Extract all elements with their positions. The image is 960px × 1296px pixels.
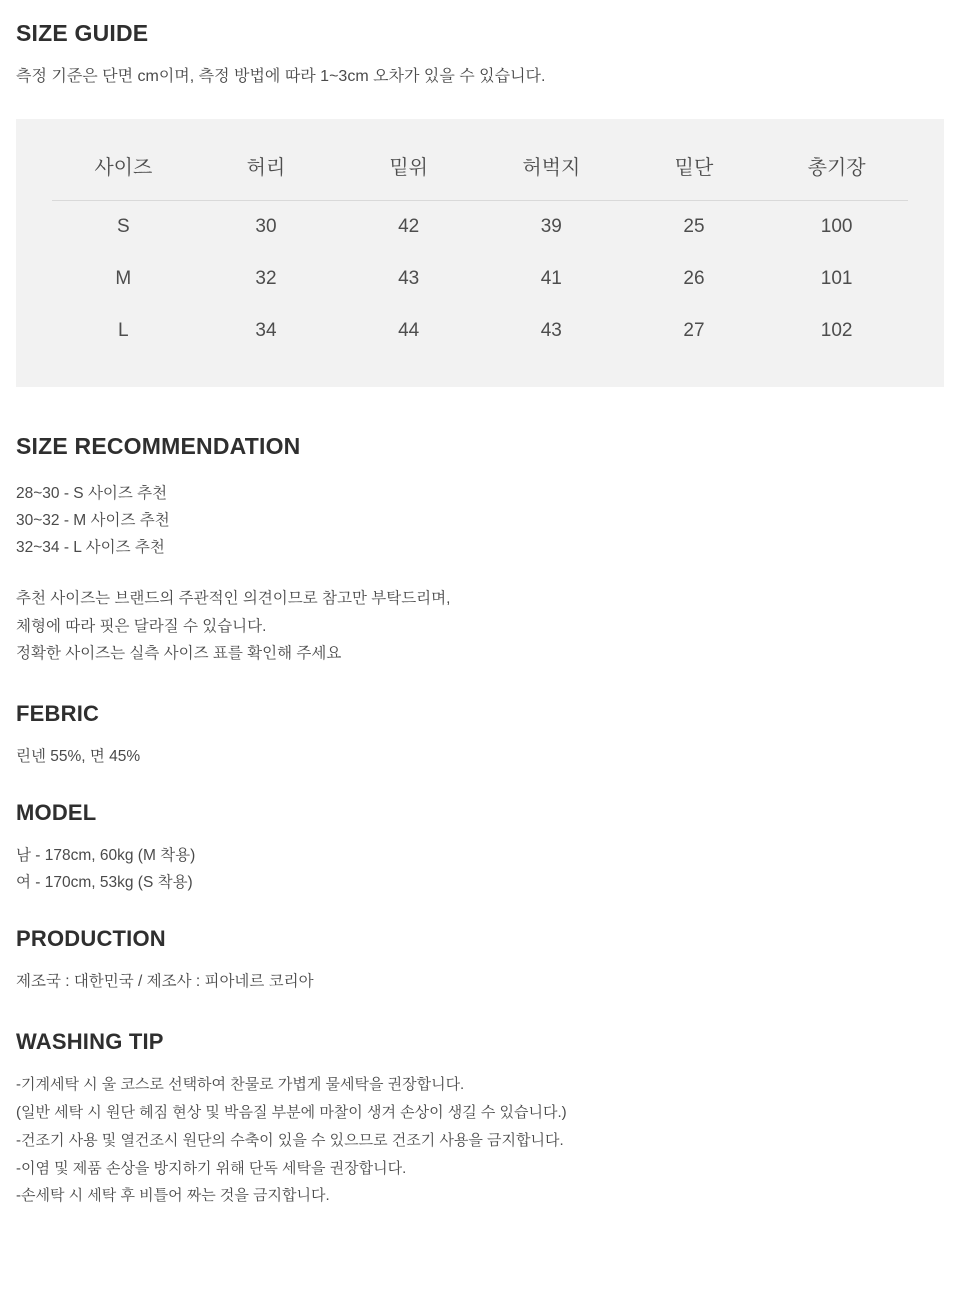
table-header-cell: 허벅지 [480,145,623,201]
recommendation-item: 30~32 - M 사이즈 추천 [16,512,170,530]
washing-line: -건조기 사용 및 열건조시 원단의 수축이 있을 수 있으므로 건조기 사용을 금지합니다. [16,1131,564,1149]
table-header-cell: 허리 [195,145,338,201]
size-guide-title: SIZE GUIDE [16,20,149,46]
table-header-row [52,145,908,201]
table-cell: 42 [398,216,420,237]
table-cell: 34 [255,320,277,341]
washing-line: (일반 세탁 시 원단 헤짐 현상 및 박음질 부분에 마찰이 생겨 손상이 생길 수 있습니다.) [16,1104,567,1121]
model-line: 여 - 170cm, 53kg (S 착용) [16,874,193,891]
table-cell: S [116,216,130,237]
table-header-cell: 총기장 [765,145,908,201]
table-cell: 39 [540,216,562,237]
washing-line: -손세탁 시 세탁 후 비틀어 짜는 것을 금지합니다. [16,1187,330,1205]
table-cell: 27 [683,320,705,341]
table-cell: 100 [820,216,853,237]
table-cell: L [118,320,129,341]
recommendation-note: 정확한 사이즈는 실측 사이즈 표를 확인해 주세요 [16,644,342,662]
model-title: MODEL [16,799,97,825]
table-cell: 43 [398,268,420,289]
production-text: 제조국 : 대한민국 / 제조사 : 피아네르 코리아 [16,973,314,991]
table-header-cell: 밑단 [623,145,766,201]
table-cell: 32 [255,268,277,289]
table-cell: M [115,268,132,289]
model-section [16,800,944,896]
table-row [52,201,908,254]
washing-tip-section [16,1029,944,1210]
table-cell: 25 [683,216,705,237]
table-cell: 41 [540,268,562,289]
size-table [52,145,908,357]
recommendation-item: 32~34 - L 사이즈 추천 [16,539,165,557]
fabric-section [16,701,944,770]
table-cell: 26 [683,268,705,289]
table-cell: 101 [820,268,853,289]
size-guide-section [16,20,944,387]
size-table-head [52,145,908,201]
table-cell: 43 [540,320,562,341]
table-row [52,253,908,305]
recommendation-note: 추천 사이즈는 브랜드의 주관적인 의견이므로 참고만 부탁드리며, [16,590,451,608]
production-section [16,926,944,995]
size-table-container [16,119,944,387]
recommendation-item: 28~30 - S 사이즈 추천 [16,485,168,502]
table-header-cell: 밑위 [337,145,480,201]
size-guide-note: 측정 기준은 단면 cm이며, 측정 방법에 따라 1~3cm 오차가 있을 수 있습니다. [16,68,546,85]
washing-line: -이염 및 제품 손상을 방지하기 위해 단독 세탁을 권장합니다. [16,1159,407,1177]
size-recommendation-title: SIZE RECOMMENDATION [16,433,301,459]
table-cell: 30 [255,216,277,237]
washing-line: -기계세탁 시 울 코스로 선택하여 찬물로 가볍게 물세탁을 권장합니다. [16,1076,465,1094]
size-recommendation-section [16,433,944,667]
fabric-text: 린넨 55%, 면 45% [16,747,141,765]
size-table-body [52,201,908,358]
table-cell: 44 [398,320,420,341]
table-cell: 102 [820,320,853,341]
production-title: PRODUCTION [16,926,166,952]
washing-tip-title: WASHING TIP [16,1029,164,1055]
table-header-cell: 사이즈 [52,145,195,201]
fabric-title: FEBRIC [16,700,100,726]
table-row [52,305,908,357]
recommendation-note: 체형에 따라 핏은 달라질 수 있습니다. [16,617,267,635]
model-line: 남 - 178cm, 60kg (M 착용) [16,846,196,864]
